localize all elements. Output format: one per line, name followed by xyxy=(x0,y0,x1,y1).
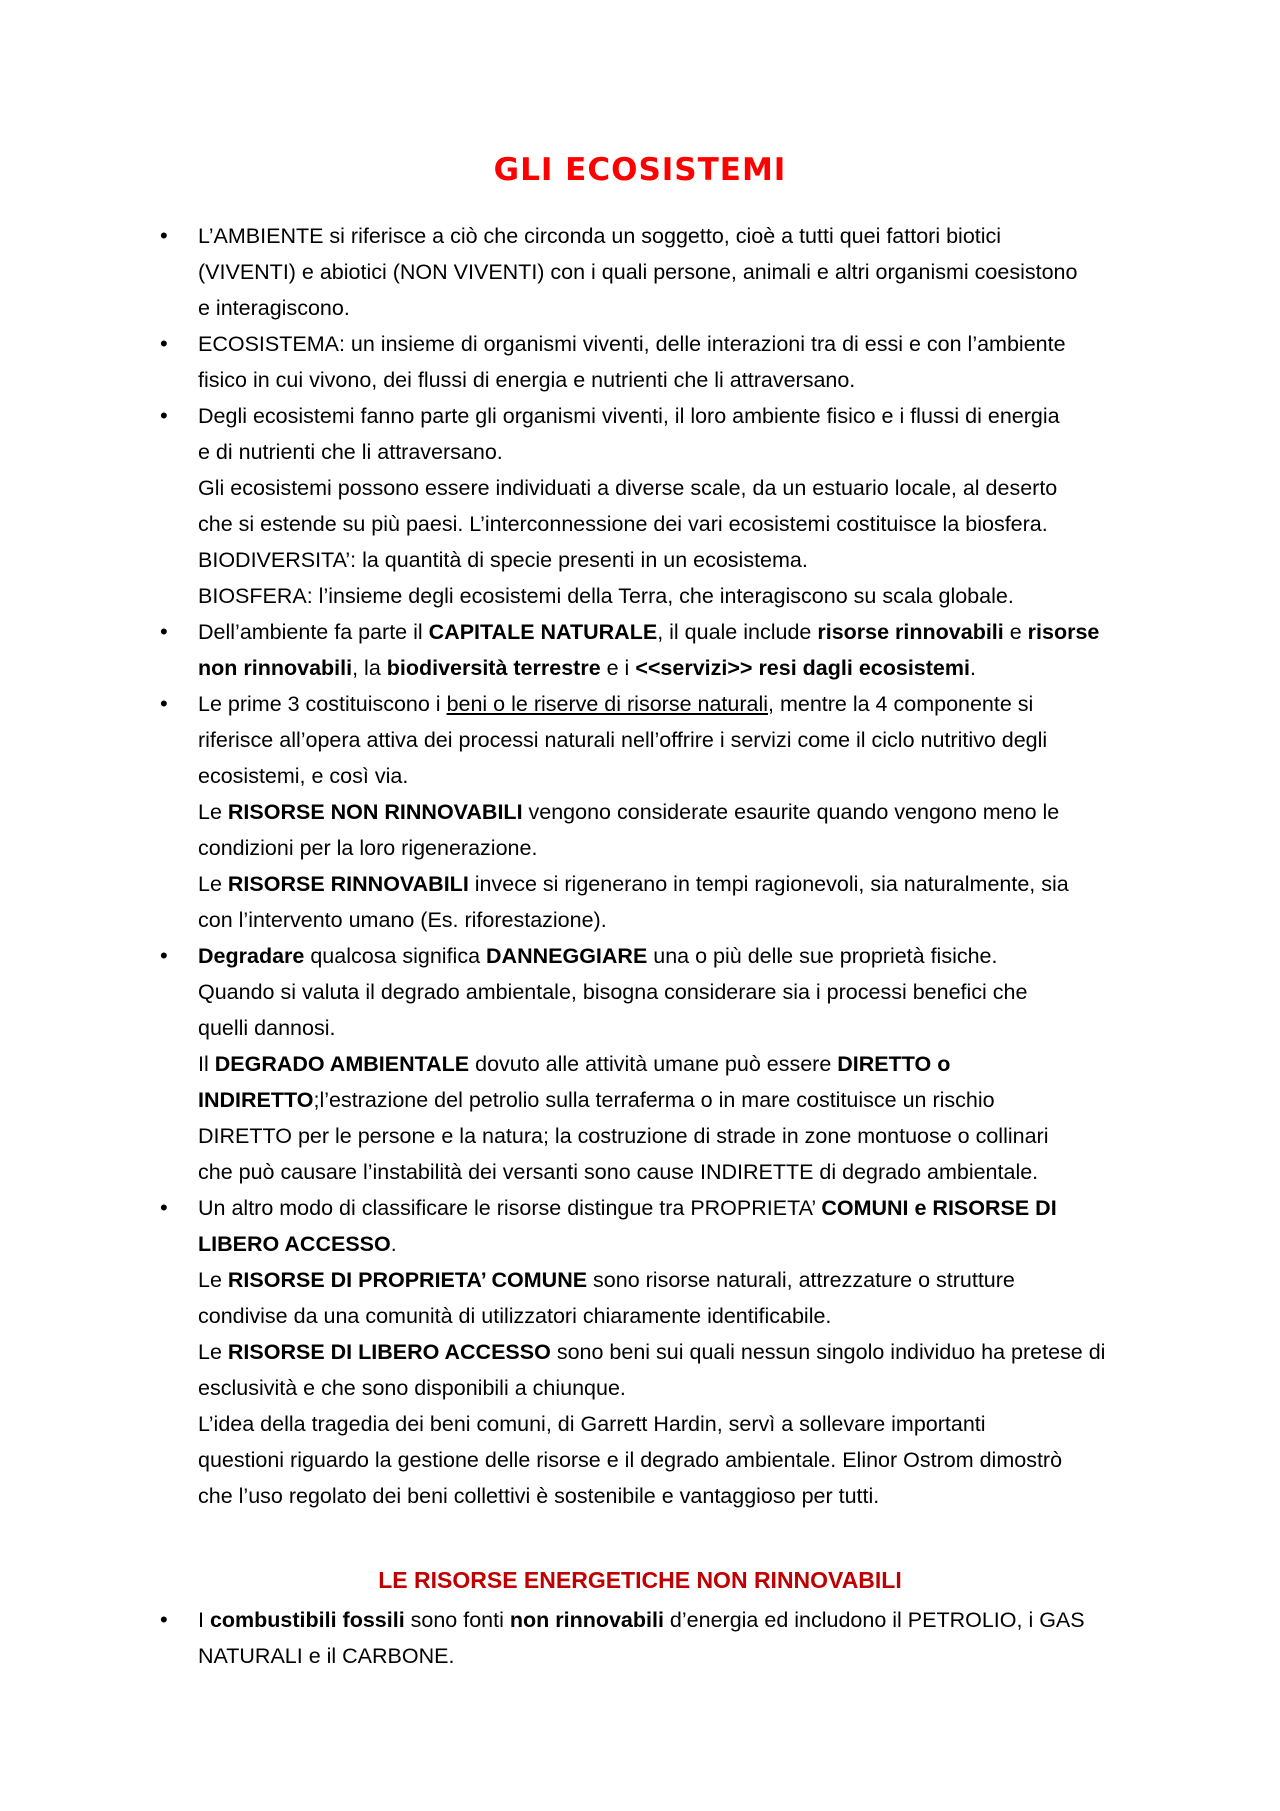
bullet-icon: • xyxy=(160,403,168,428)
text-line: che l’uso regolato dei beni collettivi è sostenibile e vantaggioso per tutti. xyxy=(198,1484,880,1508)
text-line: che si estende su più paesi. L’interconnessione dei vari ecosistemi costituisce la biosfera. xyxy=(198,512,1048,536)
bullet-icon: • xyxy=(160,1607,168,1632)
text-line: Gli ecosistemi possono essere individuati a diverse scale, da un estuario locale, al deserto xyxy=(198,476,1058,500)
text-line: questioni riguardo la gestione delle risorse e il degrado ambientale. Elinor Ostrom dimostrò xyxy=(198,1448,1063,1472)
list-item xyxy=(0,326,1160,398)
text-line: Le RISORSE RINNOVABILI invece si rigenerano in tempi ragionevoli, sia naturalmente, sia xyxy=(198,872,1069,896)
list-item xyxy=(0,938,1160,1190)
text-line: L’idea della tragedia dei beni comuni, di Garrett Hardin, servì a sollevare importanti xyxy=(198,1412,986,1436)
text-line: Le RISORSE DI LIBERO ACCESSO sono beni sui quali nessun singolo individuo ha pretese di xyxy=(198,1340,1106,1364)
text-line: Dell’ambiente fa parte il CAPITALE NATURALE, il quale include risorse rinnovabili e risorse xyxy=(198,620,1100,644)
text-line: BIODIVERSITA’: la quantità di specie presenti in un ecosistema. xyxy=(198,548,808,572)
list-item xyxy=(0,398,1160,614)
bullet-list-2 xyxy=(0,1602,1280,1674)
text-line: condizioni per la loro rigenerazione. xyxy=(198,836,538,860)
bullet-icon: • xyxy=(160,223,168,248)
text-line: riferisce all’opera attiva dei processi naturali nell’offrire i servizi come il ciclo nutritivo degli xyxy=(198,728,1048,752)
text-line: Le RISORSE NON RINNOVABILI vengono considerate esaurite quando vengono meno le xyxy=(198,800,1060,824)
list-item xyxy=(0,1190,1160,1514)
text-line: Degradare qualcosa significa DANNEGGIARE una o più delle sue proprietà fisiche. xyxy=(198,944,998,968)
list-item xyxy=(0,1602,1160,1674)
text-line: fisico in cui vivono, dei flussi di energia e nutrienti che li attraversano. xyxy=(198,368,856,392)
text-line: Le RISORSE DI PROPRIETA’ COMUNE sono risorse naturali, attrezzature o strutture xyxy=(198,1268,1015,1292)
text-line: che può causare l’instabilità dei versanti sono cause INDIRETTE di degrado ambientale. xyxy=(198,1160,1039,1184)
text-line: Le prime 3 costituiscono i beni o le riserve di risorse naturali, mentre la 4 componente si xyxy=(198,692,1034,716)
text-line: I combustibili fossili sono fonti non rinnovabili d’energia ed includono il PETROLIO, i GAS xyxy=(198,1608,1085,1632)
text-line: L’AMBIENTE si riferisce a ciò che circonda un soggetto, cioè a tutti quei fattori biotici xyxy=(198,224,1002,248)
text-line: DIRETTO per le persone e la natura; la costruzione di strade in zone montuose o collinari xyxy=(198,1124,1049,1148)
text-line: Un altro modo di classificare le risorse distingue tra PROPRIETA’ COMUNI e RISORSE DI xyxy=(198,1196,1057,1220)
text-line: NATURALI e il CARBONE. xyxy=(198,1644,455,1668)
text-line: Il DEGRADO AMBIENTALE dovuto alle attività umane può essere DIRETTO o xyxy=(198,1052,951,1076)
bullet-icon: • xyxy=(160,619,168,644)
bullet-icon: • xyxy=(160,1195,168,1220)
list-item xyxy=(0,614,1160,686)
text-line: non rinnovabili, la biodiversità terrestre e i <<servizi>> resi dagli ecosistemi. xyxy=(198,656,976,680)
text-line: e di nutrienti che li attraversano. xyxy=(198,440,503,464)
text-line: quelli dannosi. xyxy=(198,1016,336,1040)
bullet-list xyxy=(0,218,1280,1514)
text-line: Quando si valuta il degrado ambientale, bisogna considerare sia i processi benefici che xyxy=(198,980,1028,1004)
list-item xyxy=(0,218,1160,326)
text-line: INDIRETTO;l’estrazione del petrolio sulla terraferma o in mare costituisce un rischio xyxy=(198,1088,995,1112)
text-line: (VIVENTI) e abiotici (NON VIVENTI) con i quali persone, animali e altri organismi coesistono xyxy=(198,260,1078,284)
text-line: ECOSISTEMA: un insieme di organismi viventi, delle interazioni tra di essi e con l’ambiente xyxy=(198,332,1066,356)
text-line: con l’intervento umano (Es. riforestazione). xyxy=(198,908,607,932)
bullet-icon: • xyxy=(160,943,168,968)
bullet-icon: • xyxy=(160,331,168,356)
text-line: ecosistemi, e così via. xyxy=(198,764,409,788)
text-line: Degli ecosistemi fanno parte gli organismi viventi, il loro ambiente fisico e i flussi di energia xyxy=(198,404,1060,428)
text-line: condivise da una comunità di utilizzatori chiaramente identificabile. xyxy=(198,1304,832,1328)
page-title: GLI ECOSISTEMI xyxy=(493,152,787,188)
section-heading: LE RISORSE ENERGETICHE NON RINNOVABILI xyxy=(378,1567,902,1593)
text-line: esclusività e che sono disponibili a chiunque. xyxy=(198,1376,626,1400)
text-line: e interagiscono. xyxy=(198,296,350,320)
text-line: LIBERO ACCESSO. xyxy=(198,1232,397,1256)
bullet-icon: • xyxy=(160,691,168,716)
list-item xyxy=(0,686,1160,938)
text-line: BIOSFERA: l’insieme degli ecosistemi della Terra, che interagiscono su scala globale. xyxy=(198,584,1014,608)
